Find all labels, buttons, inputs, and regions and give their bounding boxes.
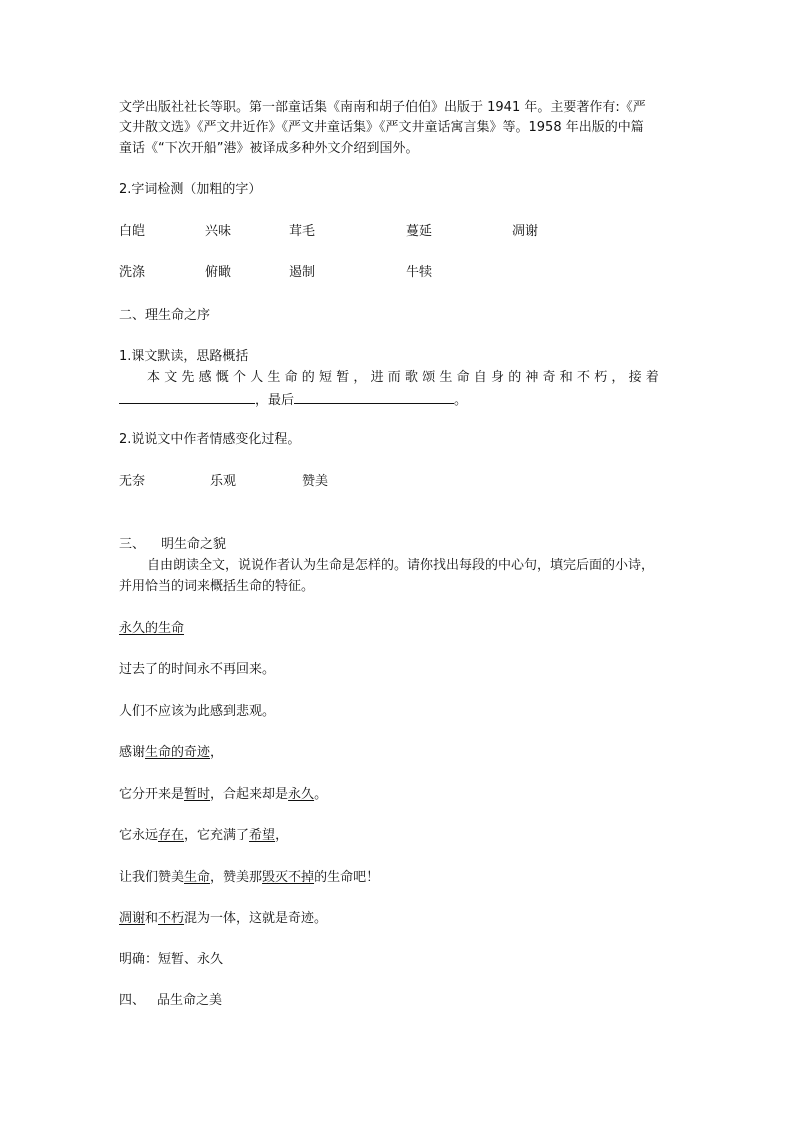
poem-line-1: 过去了的时间永不再回来。	[119, 662, 276, 677]
poem-text: 和	[145, 911, 159, 926]
section-4-number: 四、	[119, 993, 146, 1008]
section-4-title: 品生命之美	[157, 993, 223, 1008]
word-3: 茸毛	[289, 224, 316, 239]
emotion-1: 无奈	[119, 474, 146, 489]
poem-text: 它永远	[119, 828, 159, 843]
word-4: 蔓延	[406, 224, 433, 239]
poem-text: 让我们赞美	[119, 870, 185, 885]
intro-line-3: 童话《“下次开船”港》被译成多种外文介绍到国外。	[119, 141, 419, 156]
poem-text: ，	[210, 745, 224, 760]
answer-line: 明确：短暂、永久	[119, 952, 224, 967]
question-2: 2.说说文中作者情感变化过程。	[119, 432, 301, 447]
question-1: 1.课文默读，思路概括	[119, 349, 249, 364]
section-3-number: 三、	[119, 537, 146, 552]
word-5: 凋谢	[512, 224, 539, 239]
intro-line-2: 文井散文选》《严文井近作》《严文井童话集》《严文井童话寓言集》等。1958 年出版的中篇	[119, 120, 644, 135]
question-1-mid-text: ，最后	[255, 393, 295, 408]
word-1: 白皑	[119, 224, 146, 239]
poem-underlined-text: 不朽	[158, 911, 185, 926]
poem-line-7	[119, 910, 327, 928]
word-8: 遏制	[289, 265, 316, 280]
poem-line-3	[119, 744, 223, 762]
poem-line-2: 人们不应该为此感到悲观。	[119, 704, 276, 719]
section-3-title: 明生命之貌	[161, 537, 227, 552]
poem-text: ，合起来却是	[210, 787, 289, 802]
section-4-heading	[119, 992, 222, 1010]
question-1-text: 本文先感慨个人生命的短暂，进而歌颂生命自身的神奇和不朽，接着	[147, 370, 664, 385]
fill-blank-1[interactable]	[119, 390, 255, 404]
section-3-para-1: 自由朗读全文，说说作者认为生命是怎样的。请你找出每段的中心句，填完后面的小诗，	[147, 558, 655, 573]
poem-underlined-text: 暂时	[184, 787, 211, 802]
word-7: 俯瞰	[205, 265, 232, 280]
poem-text: ，	[275, 828, 289, 843]
section-3-para-2: 并用恰当的词来概括生命的特征。	[119, 579, 315, 594]
section-3-heading	[119, 536, 226, 554]
section-2-heading: 二、理生命之序	[119, 308, 211, 323]
fill-blank-2[interactable]	[294, 390, 454, 404]
poem-text: ，赞美那	[210, 870, 263, 885]
poem-line-4	[119, 786, 327, 804]
poem-title: 永久的生命	[119, 621, 185, 636]
poem-underlined-text: 毁灭不掉	[262, 870, 315, 885]
poem-text: 的生命吧！	[314, 870, 380, 885]
question-1-end-text: 。	[454, 393, 468, 408]
intro-line-1: 文学出版社社长等职。第一部童话集《南南和胡子伯伯》出版于 1941 年。主要著作有:《严	[119, 100, 646, 115]
question-1-blanks	[119, 390, 467, 410]
poem-text: 感谢	[119, 745, 146, 760]
emotion-2: 乐观	[210, 474, 237, 489]
words-heading: 2.字词检测（加粗的字）	[119, 182, 262, 197]
poem-underlined-text: 生命的奇迹	[145, 745, 211, 760]
word-2: 兴味	[205, 224, 232, 239]
poem-line-5	[119, 827, 288, 845]
poem-text: 。	[314, 787, 328, 802]
poem-underlined-text: 存在	[158, 828, 185, 843]
poem-underlined-text: 希望	[249, 828, 276, 843]
word-6: 洗涤	[119, 265, 146, 280]
poem-underlined-text: 凋谢	[119, 911, 146, 926]
poem-line-6	[119, 869, 379, 887]
poem-text: 它分开来是	[119, 787, 185, 802]
poem-text: ，它充满了	[184, 828, 250, 843]
poem-underlined-text: 永久	[288, 787, 315, 802]
poem-text: 混为一体，这就是奇迹。	[184, 911, 328, 926]
emotion-3: 赞美	[302, 474, 329, 489]
poem-underlined-text: 生命	[184, 870, 211, 885]
word-9: 牛犊	[406, 265, 433, 280]
